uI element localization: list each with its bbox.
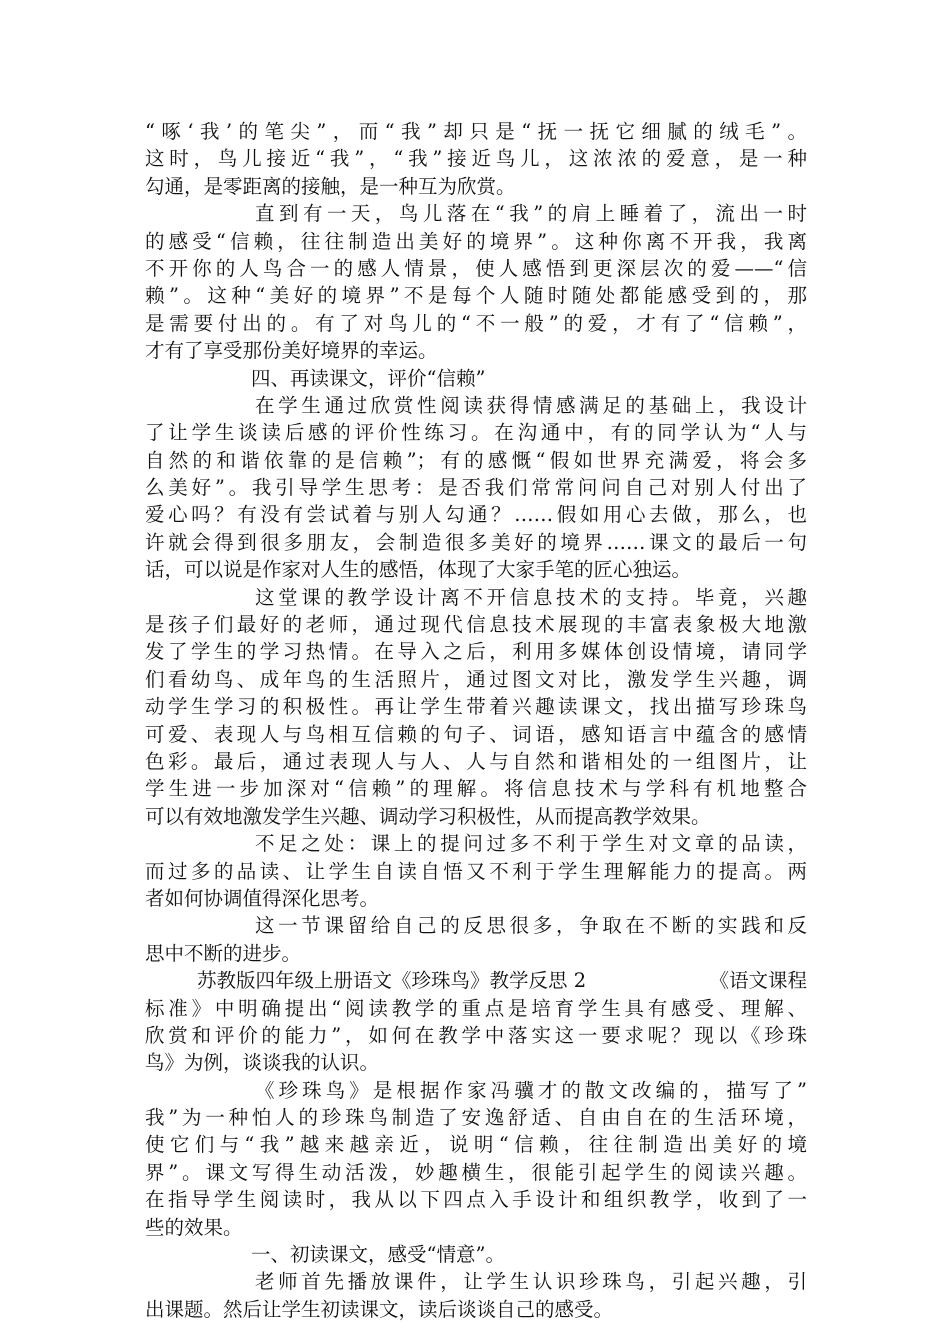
text-line: 标准》中明确提出“阅读教学的重点是培育学生具有感受、理解、 (145, 996, 807, 1020)
text-line: 们看幼鸟、成年鸟的生活照片，通过图文对比，激发学生兴趣，调 (145, 667, 807, 691)
text-line: 欣赏和评价的能力”，如何在教学中落实这一要求呢？现以《珍珠 (145, 1023, 807, 1047)
article-title: 苏教版四年级上册语文《珍珠鸟》教学反思 2 (197, 969, 587, 993)
text-line: 么美好”。我引导学生思考：是否我们常常问问自己对别人付出了 (145, 476, 807, 500)
text-line: 才有了享受那份美好境界的幸运。 (145, 339, 438, 363)
text-line: 些的效果。 (145, 1215, 243, 1239)
paragraph-start-line: 这堂课的教学设计离不开信息技术的支持。毕竟，兴趣 (255, 585, 807, 609)
text-line: 学生进一步加深对“信赖”的理解。将信息技术与学科有机地整合 (145, 777, 807, 801)
text-line: 使它们与“我”越来越亲近，说明“信赖，往往制造出美好的境 (145, 1133, 807, 1157)
text-line: 的感受“信赖，往往制造出美好的境界”。这种你离不开我，我离 (145, 229, 807, 253)
text-line: 赖”。这种“美好的境界”不是每个人随时随处都能感受到的，那 (145, 284, 807, 308)
text-line: 许就会得到很多朋友，会制造很多美好的境界……课文的最后一句 (145, 530, 807, 554)
paragraph-start-line: 在学生通过欣赏性阅读获得情感满足的基础上，我设计 (255, 393, 807, 417)
text-line: 勾通，是零距离的接触，是一种互为欣赏。 (145, 174, 516, 198)
text-line: 自然的和谐依靠的是信赖”；有的感慨“假如世界充满爱，将会多 (145, 448, 807, 472)
paragraph-start-line: 老师首先播放课件，让学生认识珍珠鸟，引起兴趣，引 (255, 1270, 807, 1294)
text-line: 出课题。然后让学生初读课文，读后谈谈自己的感受。 (145, 1297, 614, 1321)
text-line: 这时，鸟儿接近“我”，“我”接近鸟儿，这浓浓的爱意，是一种 (145, 147, 807, 171)
text-line: 而过多的品读、让学生自读自悟又不利于学生理解能力的提高。两 (145, 859, 807, 883)
article-title-line (145, 967, 807, 994)
text-line: 动学生学习的积极性。再让学生带着兴趣读课文，找出描写珍珠鸟 (145, 695, 807, 719)
text-line: 色彩。最后，通过表现人与人、人与自然和谐相处的一组图片，让 (145, 749, 807, 773)
paragraph-start-line: 直到有一天，鸟儿落在“我”的肩上睡着了，流出一时 (255, 202, 807, 226)
paragraph-start-line: 这一节课留给自己的反思很多，争取在不断的实践和反 (255, 914, 807, 938)
document-page (145, 118, 807, 1323)
text-line: 发了学生的学习热情。在导入之后，利用多媒体创设情境，请同学 (145, 640, 807, 664)
text-line: 是孩子们最好的老师，通过现代信息技术展现的丰富表象极大地激 (145, 613, 807, 637)
text-line: 鸟》为例，谈谈我的认识。 (145, 1051, 380, 1075)
section-heading: 一、初读课文，感受“情意”。 (251, 1243, 505, 1267)
text-line: 话，可以说是作家对人生的感悟，体现了大家手笔的匠心独运。 (145, 558, 692, 582)
text-line: “啄‘我’的笔尖”，而“我”却只是“抚一抚它细腻的绒毛”。 (145, 120, 807, 143)
text-line: 可以有效地激发学生兴趣、调动学习积极性，从而提高教学效果。 (145, 804, 711, 828)
text-line: 是需要付出的。有了对鸟儿的“不一般”的爱，才有了“信赖”， (145, 311, 807, 335)
text-line: 了让学生谈读后感的评价性练习。在沟通中，有的同学认为“人与 (145, 421, 807, 445)
text-line: 界”。课文写得生动活泼，妙趣横生，很能引起学生的阅读兴趣。 (145, 1160, 807, 1184)
text-line: 我”为一种怕人的珍珠鸟制造了安逸舒适、自由自在的生活环境， (145, 1106, 807, 1130)
text-line: 者如何协调值得深化思考。 (145, 886, 380, 910)
section-heading: 四、再读课文，评价“信赖” (251, 366, 486, 390)
text-line: 不开你的人鸟合一的感人情景，使人感悟到更深层次的爱——“信 (145, 256, 807, 280)
paragraph-start: 《语文课程 (709, 969, 807, 993)
paragraph-start-line: 不足之处：课上的提问过多不利于学生对文章的品读， (255, 832, 807, 856)
text-line: 爱心吗？有没有尝试着与别人勾通？……假如用心去做，那么，也 (145, 503, 807, 527)
text-line: 可爱、表现人与鸟相互信赖的句子、词语，感知语言中蕴含的感情 (145, 722, 807, 746)
paragraph-start-line: 《珍珠鸟》是根据作家冯骥才的散文改编的，描写了” (255, 1078, 807, 1102)
text-line: 思中不断的进步。 (145, 941, 302, 965)
text-line: 在指导学生阅读时，我从以下四点入手设计和组织教学，收到了一 (145, 1188, 807, 1212)
